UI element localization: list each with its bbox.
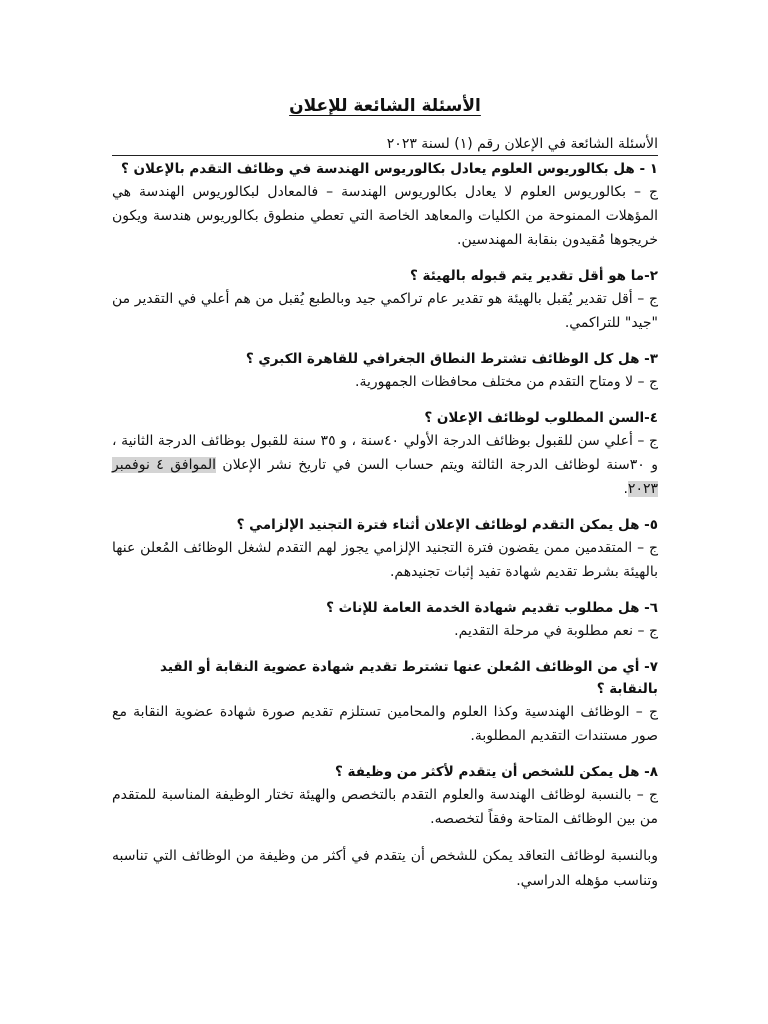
faq-item <box>112 348 658 394</box>
faq-question: ٧- أي من الوظائف المُعلن عنها تشترط تقديم شهادة عضوية النقابة أو القيد بالنقابة ؟ <box>160 659 658 697</box>
faq-item <box>112 158 658 252</box>
closing-paragraph: وبالنسبة لوظائف التعاقد يمكن للشخص أن يتقدم في أكثر من وظيفة من الوظائف التي تناسبه وتناسب مؤهله الدراسي. <box>112 848 658 889</box>
faq-question: ١ - هل بكالوريوس العلوم يعادل بكالوريوس الهندسة في وظائف التقدم بالإعلان ؟ <box>121 161 658 177</box>
faq-answer: ج – المتقدمين ممن يقضون فترة التجنيد الإلزامي يجوز لهم التقدم لشغل الوظائف المُعلن عنها بالهيئة بشرط تقديم شهادة تفيد إثبات تجنيدهم. <box>112 540 658 580</box>
faq-answer-text: ج – أعلي سن للقبول بوظائف الدرجة الأولي ٤٠سنة ، و ٣٥ سنة للقبول بوظائف الدرجة الثانية ، و ٣٠سنة لوظائف الدرجة الثالثة ويتم حساب السن في تاريخ نشر الإعلان <box>112 433 658 473</box>
document-title: الأسئلة الشائعة للإعلان <box>289 96 481 116</box>
faq-answer: ج – أقل تقدير يُقبل بالهيئة هو تقدير عام تراكمي جيد وبالطبع يُقبل من هم أعلي في التقدير من "جيد" للتراكمي. <box>112 291 658 331</box>
faq-question: ٣- هل كل الوظائف تشترط النطاق الجغرافي للقاهرة الكبري ؟ <box>245 351 658 367</box>
faq-question: ٤-السن المطلوب لوظائف الإعلان ؟ <box>424 410 658 426</box>
faq-answer-end: . <box>623 481 628 497</box>
faq-answer <box>112 429 658 501</box>
faq-answer: ج – لا ومتاح التقدم من مختلف محافظات الجمهورية. <box>355 374 658 390</box>
document-page <box>112 88 658 908</box>
faq-question: ٨- هل يمكن للشخص أن يتقدم لأكثر من وظيفة ؟ <box>335 764 658 780</box>
faq-answer: ج – الوظائف الهندسية وكذا العلوم والمحامين تستلزم تقديم صورة شهادة عضوية النقابة مع صور مستندات التقديم المطلوبة. <box>112 704 658 744</box>
faq-answer: ج – بكالوريوس العلوم لا يعادل بكالوريوس الهندسة – فالمعادل لبكالوريوس الهندسة هي المؤهلات الممنوحة من الكليات والمعاهد الخاصة التي تعطي منطوق بكالوريوس هندسة ويكون خريجوها مُقيدون بنقابة المهندسين. <box>112 184 658 248</box>
faq-item <box>112 656 658 748</box>
faq-answer: ج – بالنسبة لوظائف الهندسة والعلوم التقدم بالتخصص والهيئة تختار الوظيفة المناسبة للمتقدم من بين الوظائف المتاحة وفقاً لتخصصه. <box>112 787 658 827</box>
faq-item <box>112 597 658 643</box>
faq-item <box>112 407 658 501</box>
faq-item <box>112 514 658 584</box>
highlighted-date: الموافق ٤ نوفمبر ٢٠٢٣ <box>112 457 658 497</box>
faq-question: ٥- هل يمكن التقدم لوظائف الإعلان أثناء فترة التجنيد الإلزامي ؟ <box>236 517 658 533</box>
faq-item <box>112 761 658 831</box>
faq-question: ٢-ما هو أقل تقدير يتم قبوله بالهيئة ؟ <box>410 268 658 284</box>
faq-subheading: الأسئلة الشائعة في الإعلان رقم (١) لسنة ٢٠٢٣ <box>112 134 658 156</box>
faq-question: ٦- هل مطلوب تقديم شهادة الخدمة العامة للإناث ؟ <box>326 600 658 616</box>
faq-item <box>112 265 658 335</box>
faq-answer: ج – نعم مطلوبة في مرحلة التقديم. <box>454 623 658 639</box>
